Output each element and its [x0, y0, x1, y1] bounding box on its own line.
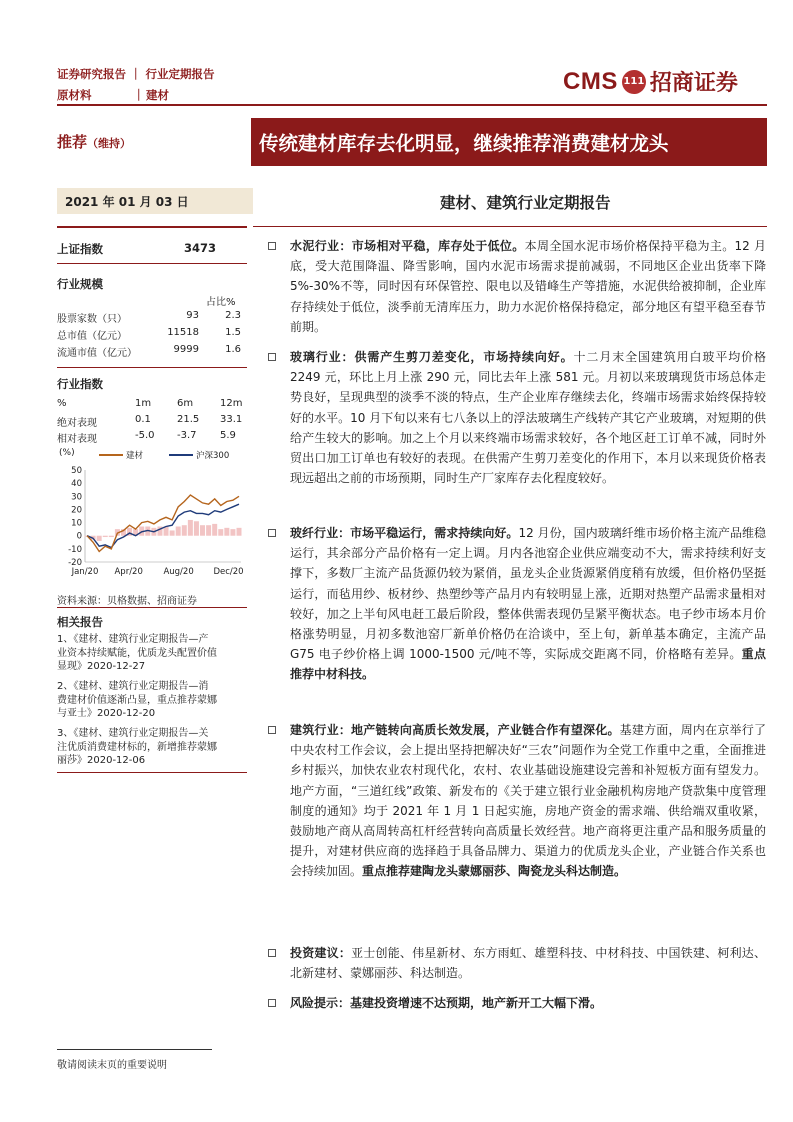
footer-note: 敬请阅读末页的重要说明 — [57, 1060, 167, 1071]
relative-bar — [237, 528, 242, 536]
paragraph-text: 基建方面，周内在京举行了中央农村工作会议，会上提出坚持把解决好“三农”问题作为全党工作重中之重，全面推进乡村振兴，加快农业农村现代化，农村、农业基础设施建设完善和补短板方面有望发力。地产方面，“三道红线”政策、新发布的《关于建立银行业金融机构房地产贷款集中度管理制度的通知》均于 2021 年 1 月 1 日起实施，房地产资金的需求端、供给端双重收紧，鼓励地产商从高周转高杠杆经营转向高质量长效经营。地产商将更注重产品和服务质量的提升，对建材供应商的选择趋于具备品牌力、渠道力的优质龙头企业，产业链合作关系也会持续加固。 — [290, 723, 766, 879]
relative-bar — [230, 529, 235, 536]
scale-label: 流通市值（亿元） — [57, 348, 137, 359]
relative-bar — [188, 520, 193, 536]
paragraph-recommendation: 重点推荐中材科技。 — [290, 647, 766, 682]
perf-cell: 1m — [135, 398, 152, 409]
analysis-paragraph — [268, 720, 766, 882]
scale-title: 行业规模 — [57, 277, 103, 291]
paragraph-text: 亚士创能、伟星新材、东方雨虹、雄塑科技、中材科技、中国铁建、柯利达、北新建材、蒙娜丽莎、科达制造。 — [290, 946, 766, 981]
x-tick-label: Jan/20 — [71, 567, 99, 577]
y-tick-label: 10 — [71, 518, 82, 529]
paragraph-lead: 建筑行业：地产链转向高质长效发展，产业链合作有望深化。 — [290, 723, 620, 737]
relative-bar — [206, 525, 211, 536]
related-report-line: 丽莎》2020-12-06 — [57, 755, 146, 766]
perf-cell: 6m — [177, 398, 194, 409]
sidebar-top-rule — [57, 226, 247, 228]
perf-row — [57, 430, 247, 444]
relative-bar — [170, 530, 175, 535]
sector-right: 建材 — [146, 88, 169, 102]
sector-separator: ｜ — [133, 88, 145, 102]
scale-label: 股票家数（只） — [57, 314, 127, 325]
perf-cell: -3.7 — [177, 430, 197, 441]
relative-bar — [212, 524, 217, 536]
industry-chart — [57, 446, 249, 580]
legend-label: 沪深300 — [196, 451, 230, 461]
analysis-paragraph — [268, 236, 766, 337]
scale-value: 93 — [186, 310, 199, 321]
x-tick-label: Dec/20 — [213, 567, 244, 577]
relative-bar — [194, 521, 199, 535]
scale-row — [57, 310, 247, 324]
rating-label: 推荐 — [57, 133, 88, 151]
scale-value: 9999 — [173, 344, 199, 355]
report-type-line: 证券研究报告 ｜ 行业定期报告 — [57, 67, 215, 81]
index-label: 上证指数 — [57, 242, 103, 256]
scale-label: 总市值（亿元） — [57, 331, 127, 342]
y-tick-label: 20 — [71, 505, 82, 516]
report-title: 传统建材库存去化明显，继续推荐消费建材龙头 — [251, 118, 767, 166]
related-report-line: 2、《建材、建筑行业定期报告—消 — [57, 681, 209, 692]
chart-source: 资料来源：贝格数据、招商证券 — [57, 596, 197, 607]
report-subtitle: 建材、建筑行业定期报告 — [440, 194, 611, 212]
perf-row — [57, 414, 247, 428]
related-report-line: 1、《建材、建筑行业定期报告—产 — [57, 634, 209, 645]
y-tick-label: 40 — [71, 479, 82, 490]
rating-note: （维持） — [87, 137, 132, 150]
header-rule — [57, 104, 767, 106]
relative-bar — [224, 528, 229, 536]
legend-label: 建材 — [126, 451, 144, 461]
paragraph-lead: 风险提示： — [290, 996, 351, 1010]
logo-cn-text: 招商证券 — [649, 71, 738, 96]
x-tick-label: Aug/20 — [163, 567, 194, 577]
related-title: 相关报告 — [57, 615, 103, 629]
analysis-paragraph — [268, 347, 766, 488]
relative-bar — [218, 529, 223, 536]
paragraph-text: 12 月份，国内玻璃纤维市场价格主流产品维稳运行，其余部分产品价格有一定上调。月内各池窑企业供应端变动不大，需求持续利好支撑下，多数厂主流产品货源仍较为紧俏，虽龙头企业货源紧俏度稍有放缓，但价格仍坚挺运行，而毡用纱、板材纱、热塑纱等产品月内有较明显上涨，近期对热塑产品需求量相对较好，加之上半旬风电赶工最后阶段，整体供需表现仍呈紧平衡状态。电子纱市场本月价格涨势明显，月初多数池窑厂新单价格仍在洽谈中，至上旬，新单基本确定，主流产品 G75 电子纱价格上调 1000-1500 元/吨不等，实际成交距离不同，价格略有差异。 — [290, 526, 766, 662]
paragraph-recommendation: 基建投资增速不达预期，地产新开工大幅下滑。 — [350, 996, 603, 1010]
divider — [57, 263, 247, 264]
related-report-line: 注优质消费建材标的，新增推荐蒙娜 — [57, 741, 217, 753]
relative-bar — [176, 527, 181, 536]
relative-bar — [97, 536, 102, 541]
scale-pct: 1.6 — [225, 344, 241, 355]
y-tick-label: 30 — [71, 492, 82, 503]
relative-bar — [103, 536, 108, 537]
subtitle-rule — [253, 226, 767, 227]
paragraph-text: 本周全国水泥市场价格保持平稳为主。12 月底，受大范围降温、降雪影响，国内水泥市场需求提前减弱，不同地区企业出货率下降 5%-30%不等，同时因有环保管控、限电以及错峰生产等措施，水泥供给被抑制，企业库存持续处于低位，淡季前无清库压力，助力水泥价格保持稳定，部分地区有望平稳至春节前期。 — [290, 239, 766, 334]
related-report-item[interactable] — [57, 633, 249, 674]
company-logo — [563, 66, 738, 97]
chart-ylabel: (%) — [59, 448, 75, 458]
scale-pct-header: 占比% — [206, 297, 236, 308]
analysis-paragraph — [268, 523, 766, 685]
perf-cell: % — [57, 398, 67, 409]
scale-pct: 2.3 — [225, 310, 241, 321]
relative-bar — [109, 536, 114, 537]
perf-cell: 绝对表现 — [57, 418, 97, 429]
scale-value: 11518 — [167, 327, 199, 338]
analysis-paragraph — [268, 993, 766, 1013]
perf-title: 行业指数 — [57, 377, 103, 391]
relative-bar — [200, 525, 205, 536]
footer-rule — [57, 1049, 212, 1050]
perf-cell: 相对表现 — [57, 434, 97, 445]
sector-left: 原材料 — [57, 88, 92, 102]
paragraph-lead: 玻璃行业：供需产生剪刀差变化，市场持续向好。 — [290, 350, 574, 364]
paragraph-lead: 水泥行业：市场相对平稳，库存处于低位。 — [290, 239, 525, 253]
paragraph-lead: 玻纤行业：市场平稳运行，需求持续向好。 — [290, 526, 519, 540]
logo-cms-text: CMS — [563, 67, 618, 95]
related-report-line: 业资本持续赋能，优质龙头配置价值 — [57, 647, 217, 659]
perf-cell: 33.1 — [220, 414, 243, 425]
related-report-line: 3、《建材、建筑行业定期报告—关 — [57, 728, 209, 739]
perf-cell: 12m — [220, 398, 243, 409]
related-report-line: 显现》2020-12-27 — [57, 661, 146, 672]
divider — [57, 607, 247, 608]
perf-cell: -5.0 — [135, 430, 155, 441]
scale-row — [57, 327, 247, 341]
divider — [57, 772, 247, 773]
related-report-item[interactable] — [57, 727, 249, 768]
y-tick-label: -10 — [68, 544, 82, 555]
perf-header — [57, 398, 247, 412]
index-value: 3473 — [184, 241, 217, 255]
logo-badge-icon: 111 — [622, 70, 646, 94]
paragraph-lead: 投资建议： — [290, 946, 352, 960]
scale-row — [57, 344, 247, 358]
y-tick-label: 50 — [71, 466, 82, 476]
perf-cell: 0.1 — [135, 414, 151, 425]
perf-cell: 5.9 — [220, 430, 236, 441]
report-date: 2021 年 01 月 03 日 — [57, 188, 253, 214]
y-tick-label: -20 — [68, 558, 82, 568]
x-tick-label: Apr/20 — [114, 567, 143, 577]
scale-pct: 1.5 — [225, 327, 241, 338]
paragraph-recommendation: 重点推荐建陶龙头蒙娜丽莎、陶瓷龙头科达制造。 — [362, 864, 627, 879]
related-report-line: 与亚士》2020-12-20 — [57, 708, 156, 719]
related-report-item[interactable] — [57, 680, 249, 721]
related-report-line: 费建材价值逐渐凸显，重点推荐蒙娜 — [57, 694, 217, 706]
perf-cell: 21.5 — [177, 414, 200, 425]
analysis-paragraph — [268, 943, 766, 983]
paragraph-text: 十二月末全国建筑用白玻平均价格 2249 元，环比上月上涨 290 元，同比去年上涨 581 元。月初以来玻璃现货市场总体走势良好，呈现典型的淡季不淡的特点，生产企业库存继续去化，终端市场需求始终保持较好的水平。10 月下旬以来有七八条以上的浮法玻璃生产线转产其它产业玻璃，对短期的供给产生较大的影响。加之上个月以来终端市场需求较好，各个地区赶工订单不减，同时外贸出口加工订单也有较好的表现。在供需产生剪刀差变化的作用下，本月以来现货价格表现远超出之前的市场预期，同时生产厂家库存去化程度较好。 — [290, 350, 766, 486]
relative-bar — [182, 525, 187, 536]
series-line-building-materials — [87, 495, 239, 552]
y-tick-label: 0 — [76, 531, 82, 542]
divider — [57, 367, 247, 368]
rating — [57, 131, 131, 152]
